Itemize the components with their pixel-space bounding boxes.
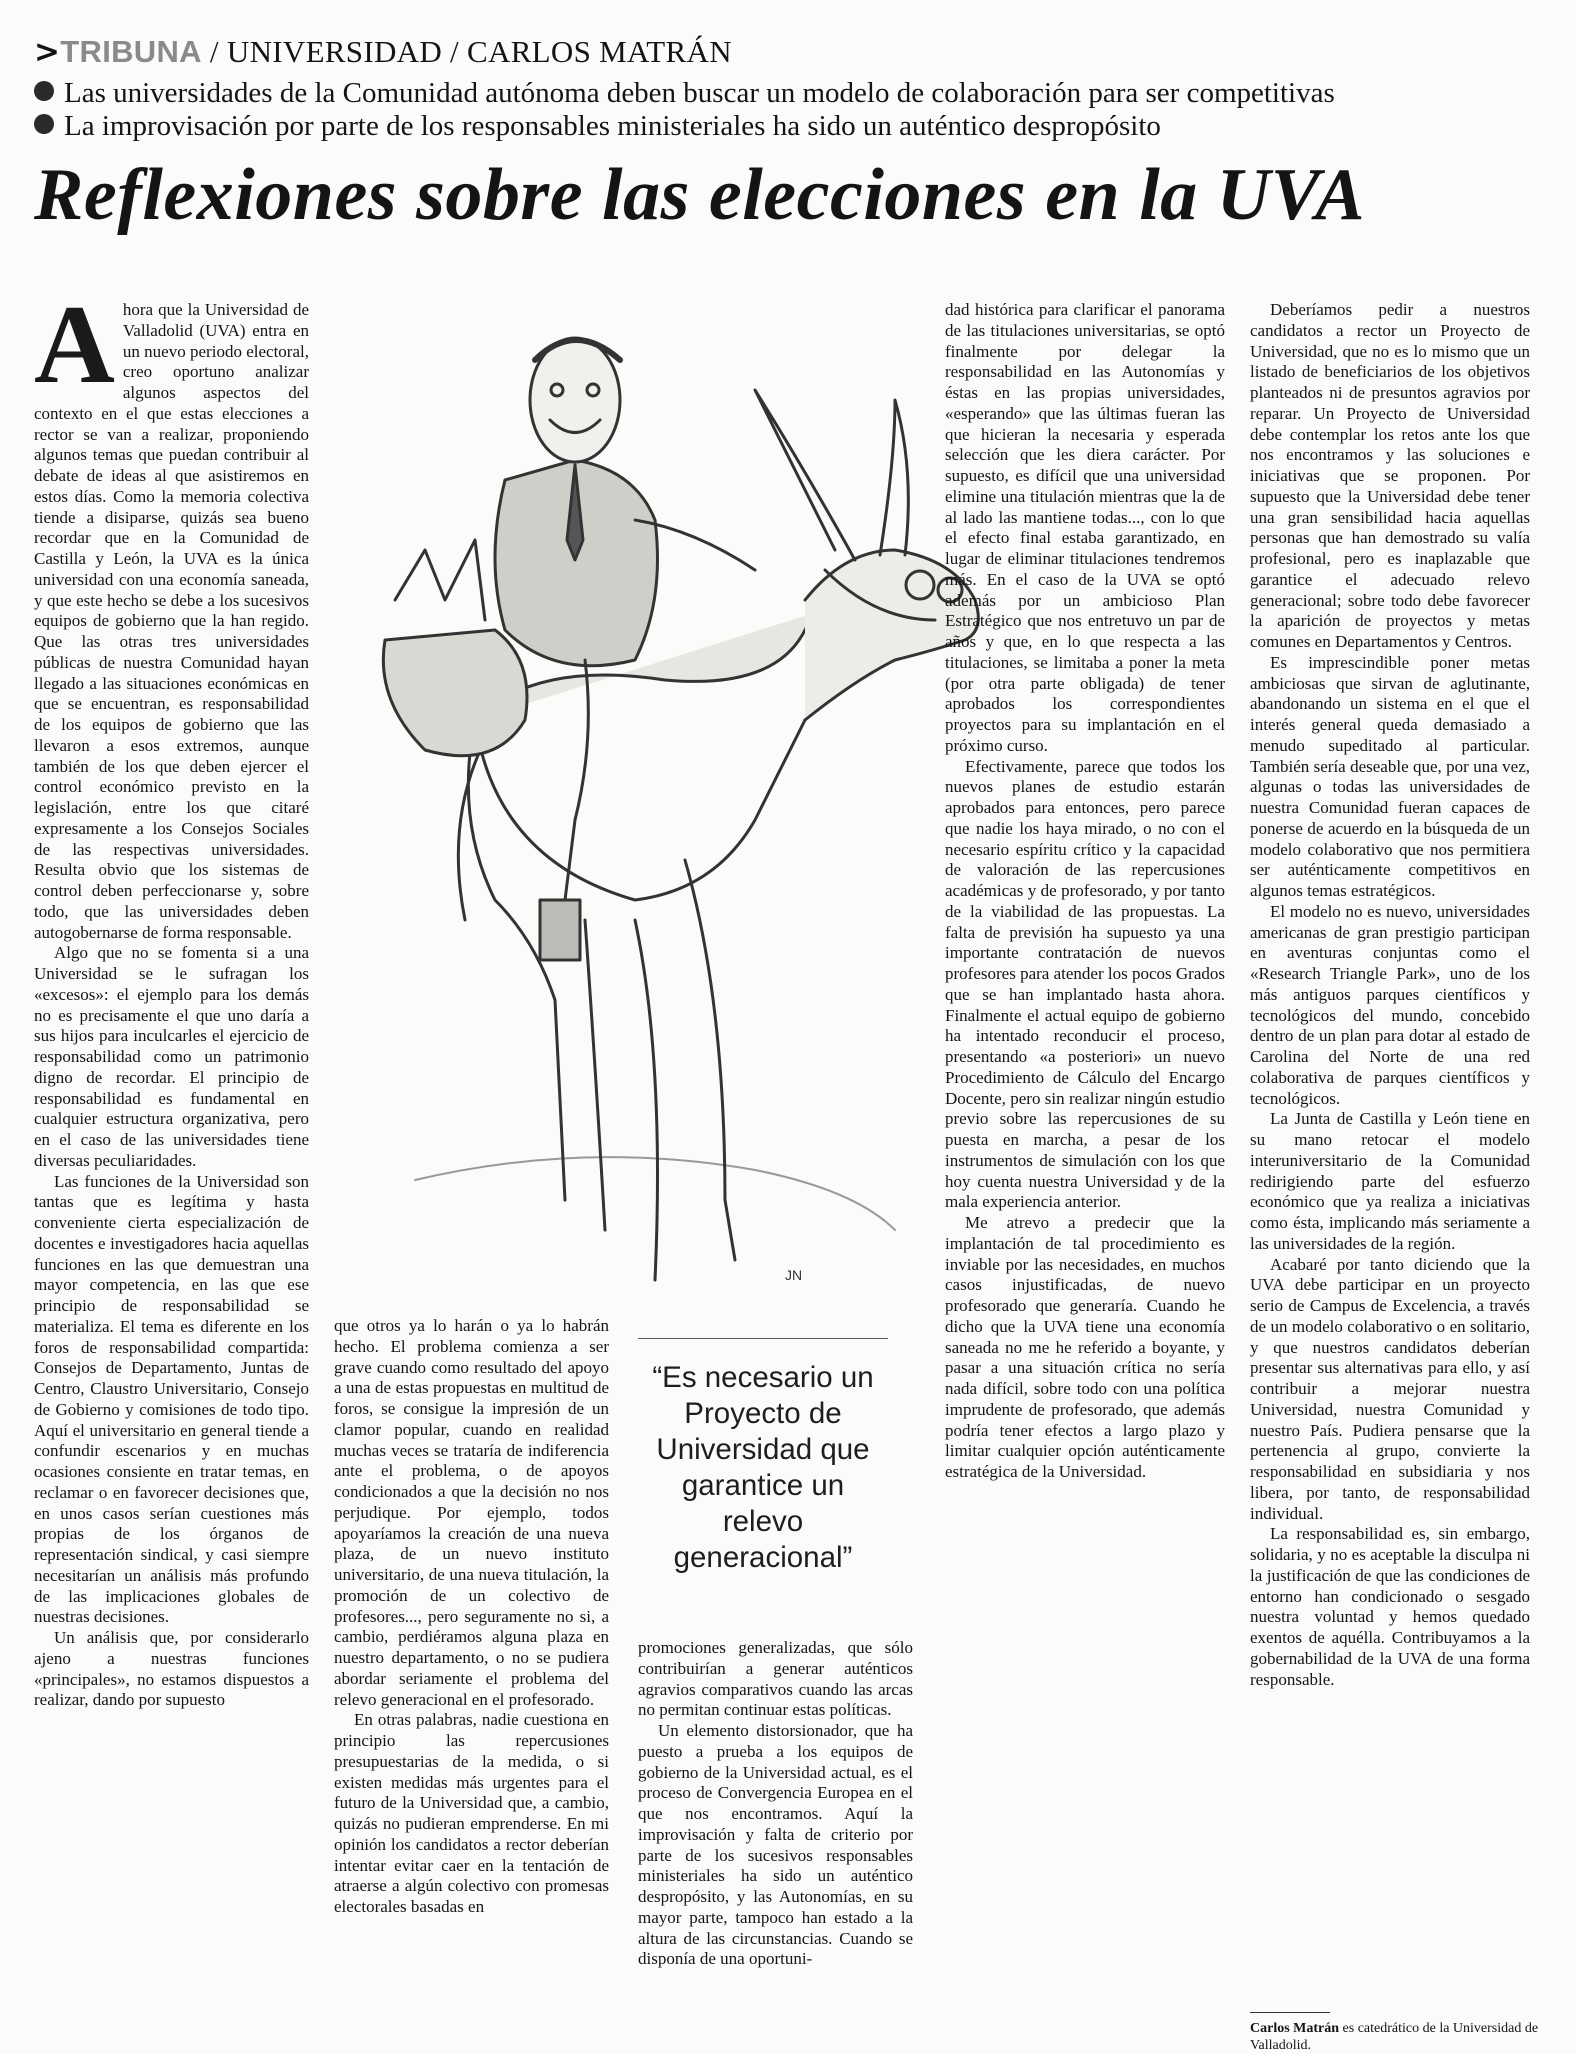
col3-paragraph-2: Un elemento distorsionador, que ha puesto a prueba a los equipos de gobierno de la Universidad actual, es el proceso de Convergencia Europea en el que nos encontramos. Aquí la improvisación y falta de criterio por parte de los sucesivos responsables ministeriales ha sido un auténtico despropósito, y las Autonomías, en su mayor parte, tampoco han estado a la altura de las circunstancias. Cuando se disponía de una oportuni- [638,1721,913,1969]
kicker-section: TRIBUNA [60,34,202,69]
col2-paragraph-2: En otras palabras, nadie cuestiona en principio las repercusiones presupuestarias de la medida, o si existen medidas más urgentes para el futuro de la Universidad que, a cambio, quizás no pudieran emprenderse. En mi opinión los candidatos a rector deberían intentar evitar caer en la tentación de atraerse a algún colectivo con promesas electorales basadas en [334,1710,609,1916]
column-5 [1250,300,1530,2000]
kicker-arrow: > [34,34,61,70]
dropcap: A [34,300,115,407]
illustration-signature: JN [785,1267,803,1283]
subhead-2 [34,109,1161,143]
col5-paragraph-3: El modelo no es nuevo, universidades americanas de gran prestigio participan en aventuras conjuntas como el «Research Triangle Park», uno de los más antiguos parques científicos y tecnológicos del mundo, concebido dentro de un plan para dotar al estado de Carolina del Norte de una red colaborativa de parques científicos y tecnológicos. [1250,901,1530,1108]
col4-paragraph-2: Efectivamente, parece que todos los nuevos planes de estudio estarán aprobados para entonces, pero parece que nadie los haya mirado, o no con el necesario espíritu crítico y la capacidad de valoración de las repercusiones académicas y de profesorado, y por tanto de la viabilidad de las propuestas. La falta de previsión ha supuesto ya una importante contratación de nuevos profesores para atender los pocos Grados que se han implantado hasta ahora. Finalmente el actual equipo de gobierno ha intentado reconducir el proceso, presentando «a posteriori» un nuevo Procedimiento de Cálculo del Encargo Docente, pero sin realizar ningún estudio previo sobre las repercusiones de su puesta en marcha, a pesar de los instrumentos de simulación con los que hoy cuenta nuestra Universidad y de la mala experiencia anterior. [945,756,1225,1212]
author-description: es catedrático de la Universidad de Valladolid. [1250,2021,1539,2053]
bullet-icon [34,114,54,134]
author-name: Carlos Matrán [1250,2021,1340,2036]
col1-paragraph-4: Un análisis que, por considerarlo ajeno a nuestras funciones «principales», no estamos dispuestos a realizar, dando por supuesto [34,1628,309,1710]
column-1 [34,300,309,2050]
kicker-rest: / UNIVERSIDAD / CARLOS MATRÁN [201,34,732,69]
col5-paragraph-6: La responsabilidad es, sin embargo, solidaria, y no es aceptable la disculpa ni la justificación de que las condiciones de entorno han condicionado o sesgado nuestra voluntad y hemos quedado exentos de aquélla. Contribuyamos a la gobernabilidad de la UVA de una forma responsable. [1250,1524,1530,1689]
subhead-1-text: Las universidades de la Comunidad autónoma deben buscar un modelo de colaboración para ser competitivas [64,77,1335,109]
col2-paragraph-1: que otros ya lo harán o ya lo habrán hecho. El problema comienza a ser grave cuando como resultado del apoyo a una de estas propuestas en multitud de foros, se consigue la impresión de un clamor popular, cuando en realidad muchas veces se trataría de indiferencia ante el problema, o de apoyos condicionados a que la decisión no nos perjudique. Por ejemplo, todos apoyaríamos la creación de una nueva plaza, de un nuevo instituto universitario, de una nueva titulación, la promoción de un colectivo de profesores..., pero seguramente no si, a cambio, perdiéramos alguna plaza en nuestro departamento, o no se pudiera abordar seriamente el problema del relevo generacional en el profesorado. [334,1316,609,1709]
col4-paragraph-3: Me atrevo a predecir que la implantación de tal procedimiento es inviable por las necesidades, en muchos casos injustificadas, de nuevo profesorado que generaría. Cuando he dicho que la UVA tiene una economía saneada no me he referido a boyante, y pasar a una situación crítica no sería nada difícil, sobre todo con una política imprudente de profesorado, que además podría tener efectos a largo plazo y limitar cualquier opción auténticamente estratégica de la Universidad. [945,1213,1225,1481]
col1-paragraph-1: Ahora que la Universidad de Valladolid (UVA) entra en un nuevo periodo electoral, creo oportuno analizar algunos aspectos del contexto en el que estas elecciones a rector se van a realizar, proponiendo algunos temas que puedan contribuir al debate de ideas al que asistiremos en estos días. Como la memoria colectiva tiende a disiparse, quizás sea bueno recordar que en la Comunidad de Castilla y León, la UVA es la única universidad con una economía saneada, y que este hecho se debe a los sucesivos equipos de gobierno que la han regido. Que las otras tres universidades públicas de nuestra Comunidad hayan llegado a las situaciones económicas en que se encuentran, es responsabilidad de los equipos de gobierno que las llevaron a esos extremos, aunque también de los que deben ejercer el control económico previsto en la legislación, entre los que citaré expresamente a los Consejos Sociales de las respectivas universidades. Resulta obvio que los sistemas de control deben perfeccionarse y, sobre todo, que las universidades deben autogobernarse de forma responsable. [34,300,309,942]
col5-paragraph-2: Es imprescindible poner metas ambiciosas que sirvan de aglutinante, abandonando un sistema en el que el interés general queda demasiado a menudo supeditado al particular. También sería deseable que, por una vez, algunas o todas las universidades de nuestra Comunidad fueran capaces de ponerse de acuerdo en la búsqueda de un modelo colaborativo que nos permitiera ser auténticamente competitivos en algunos temas estratégicos. [1250,652,1530,900]
subhead-1 [34,76,1335,110]
pullquote-rule [638,1338,888,1339]
column-2 [334,1316,609,2050]
col1-paragraph-3: Las funciones de la Universidad son tantas que es legítima y hasta conveniente cierta especialización de docentes e investigadores hacia aquellas funciones en las que demuestran una mayor competencia, en las que ese principio de responsabilidad se materializa. El tema es diferente en los foros de responsabilidad compartida: Consejos de Departamento, Juntas de Centro, Claustro Universitario, Consejo de Gobierno y comisiones de todo tipo. Aquí el universitario en general tiende a confundir escenarios y en muchas ocasiones consiente en tratar temas, en reclamar o en favorecer decisiones que, en unos casos serían cuestiones más propias de los órganos de representación sindical, y casi siempre necesitarían un análisis más profundo de las implicaciones globales de nuestras decisiones. [34,1171,309,1627]
illustration [335,300,985,1305]
col5-paragraph-5: Acabaré por tanto diciendo que la UVA debe participar en un proyecto serio de Campus de Excelencia, a través de un modelo colaborativo o en solitario, y que nuestros candidatos deberían presentar sus alternativas para ello, y así contribuir a mejorar nuestra Universidad, nuestra Comunidad y nuestro País. Pudiera pensarse que la pertenencia al grupo, convierte la responsabilidad en subsidiaria y nos libera, por tanto, de responsabilidad individual. [1250,1254,1530,1523]
kicker [34,34,732,70]
column-3 [638,1638,913,2050]
headline: Reflexiones sobre las elecciones en la UVA [34,154,1365,236]
bullet-icon [34,81,54,101]
author-note-rule [1250,2012,1330,2013]
col4-paragraph-1: dad histórica para clarificar el panorama de las titulaciones universitarias, se optó finalmente por delegar la responsabilidad en las Autonomías y éstas en las propias universidades, «esperando» que las últimas fueran las que hicieran la necesaria y esperada selección que les diera carácter. Por supuesto, es difícil que una universidad elimine una titulación mientras que la de al lado las mantiene todas..., con lo que el efecto final estaba garantizado, en lugar de eliminar titulaciones tendremos más. En el caso de la UVA se optó además por un ambicioso Plan Estratégico que nos entretuvo un par de años y que, en lo que respecta a las titulaciones, se limitaba a poner la meta (por otra parte obligada) de tener aprobados los correspondientes proyectos para su implantación en el próximo curso. [945,300,1225,755]
col1-paragraph-2: Algo que no se fomenta si a una Universidad se le sufragan los «excesos»: el ejemplo para los demás no es precisamente el que uno daría a sus hijos para inculcarles el ejercicio de responsabilidad como un patrimonio digno de recordar. El principio de responsabilidad es fundamental en cualquier estructura organizativa, pero en el caso de las universidades tiene diversas peculiaridades. [34,943,309,1170]
col3-paragraph-1: promociones generalizadas, que sólo contribuirían a generar auténticos agravios comparativos cuando las arcas no permitan continuar estas políticas. [638,1638,913,1720]
author-note [1250,2020,1550,2054]
pull-quote: “Es necesario un Proyecto de Universidad que garantice un relevo generacional” [652,1361,874,1574]
subhead-2-text: La improvisación por parte de los responsables ministeriales ha sido un auténtico despropósito [64,110,1161,142]
col5-paragraph-1: Deberíamos pedir a nuestros candidatos a rector un Proyecto de Universidad, que no es lo mismo que un listado de beneficiarios de los objetivos planteados ni de presuntos agravios por reparar. Un Proyecto de Universidad debe contemplar los retos ante los que nos encontramos y las soluciones e iniciativas que se proponen. Por supuesto que la Universidad debe tener una gran sensibilidad hacia aquellas personas que han demostrado su valía profesional, pero es inaplazable que garantice el adecuado relevo generacional; sobre todo debe favorecer la aparición de proyectos y metas comunes en Departamentos y Centros. [1250,300,1530,651]
col5-paragraph-4: La Junta de Castilla y León tiene en su mano retocar el modelo interuniversitario de la Comunidad redirigiendo parte del esfuerzo económico que ya realiza a iniciativas como ésta, implicando más seriamente a las universidades de la región. [1250,1109,1530,1253]
column-4 [945,300,1225,2050]
